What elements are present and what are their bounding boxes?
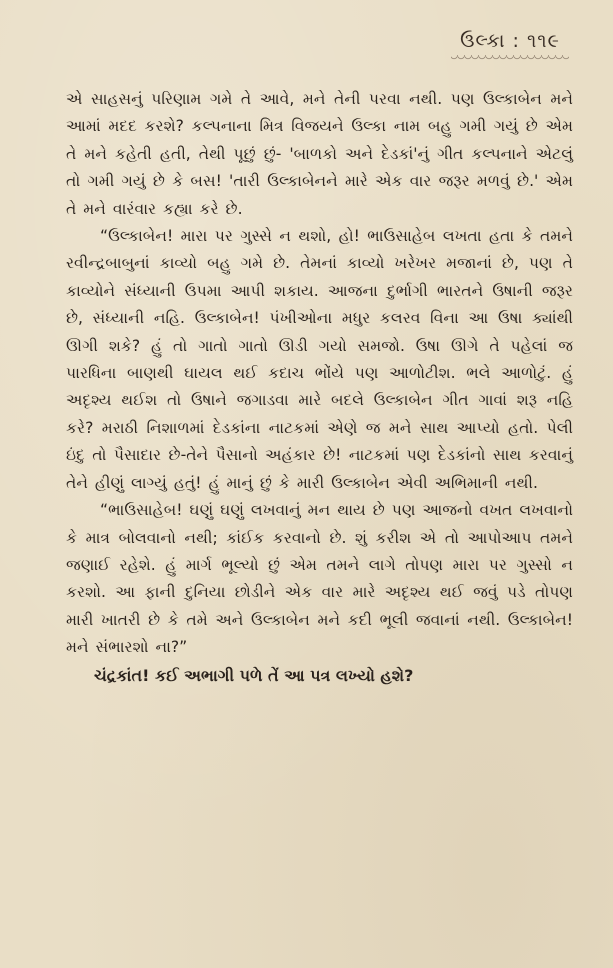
closing-line: ચંદ્રકાંત! કઈ અભાગી પળે તેં આ પત્ર લખ્યો હશે? [94, 665, 414, 685]
running-head [66, 30, 573, 86]
decorative-wavy-rule [451, 55, 569, 61]
paragraph-2: “ઉલ્કાબેન! મારા પર ગુસ્સે ન થશો, હો! ભાઉસાહેબ લખતા હતા કે તમને રવીન્દ્રબાબુનાં કાવ્યો બહુ ગમે છે. તેમનાં કાવ્યો ખરેખર મજાનાં છે, પણ તે કાવ્યોને સંધ્યાની ઉપમા આપી શકાય. આજના દુર્ભાગી ભારતને ઉષાની જરૂર છે, સંધ્યાની નહિ. ઉલ્કાબેન! પંખીઓના મધુર કલરવ વિના આ ઉષા ક્યાંથી ઊગી શકે? હું તો ગાતો ગાતો ઊડી ગયો સમજો. ઉષા ઊગે તે પહેલાં જ પારધિના બાણથી ઘાયલ થઈ કદાચ ભોંયે પણ આળોટીશ. ભલે આળોટું. હું અદૃશ્ય થઈશ તો ઉષાને જગાડવા મારે બદલે ઉલ્કાબેન ગીત ગાવાં શરૂ નહિ કરે? મરાઠી નિશાળમાં દેડકાંના નાટકમાં એણે જ મને સાથ આપ્યો હતો. પેલી ઇંદુ તો પૈસાદાર છે-તેને પૈસાનો અહંકાર છે! નાટકમાં પણ દેડકાંનો સાથ કરવાનું તેને હીણું લાગ્યું હતું! હું માનું છું કે મારી ઉલ્કાબેન એવી અભિમાની નથી. [66, 227, 573, 492]
paragraph-3: “ભાઉસાહેબ! ઘણું ઘણું લખવાનું મન થાય છે પણ આજનો વખત લખવાનો કે માત્ર બોલવાનો નથી; કાંઈક કરવાનો છે. શું કરીશ એ તો આપોઆપ તમને જણાઈ રહેશે. હું માર્ગ ભૂલ્યો છું એમ તમને લાગે તોપણ મારા પર ગુસ્સો ન કરશો. આ ફાની દુનિયા છોડીને એક વાર મારે અદૃશ્ય થઈ જવું પડે તોપણ મારી ખાતરી છે કે તમે અને ઉલ્કાબેન મને કદી ભૂલી જવાનાં નથી. ઉલ્કાબેન! મને સંભારશો ના?” [66, 501, 573, 657]
running-head-group [451, 30, 569, 61]
paragraph-1: એ સાહસનું પરિણામ ગમે તે આવે, મને તેની પરવા નથી. પણ ઉલ્કાબેન મને આમાં મદદ કરશે? કલ્પનાના મિત્ર વિજયને ઉલ્કા નામ બહુ ગમી ગયું છે એમ તે મને કહેતી હતી, તેથી પૂછું છું- 'બાળકો અને દેડકાં'નું ગીત કલ્પનાને એટલું તો ગમી ગયું છે કે બસ! 'તારી ઉલ્કાબેનને મારે એક વાર જરૂર મળવું છે.' એમ તે મને વારંવાર કહ્યા કરે છે. [66, 90, 573, 218]
page-header-title: ઉલ્કા : ૧૧૯ [460, 30, 560, 52]
